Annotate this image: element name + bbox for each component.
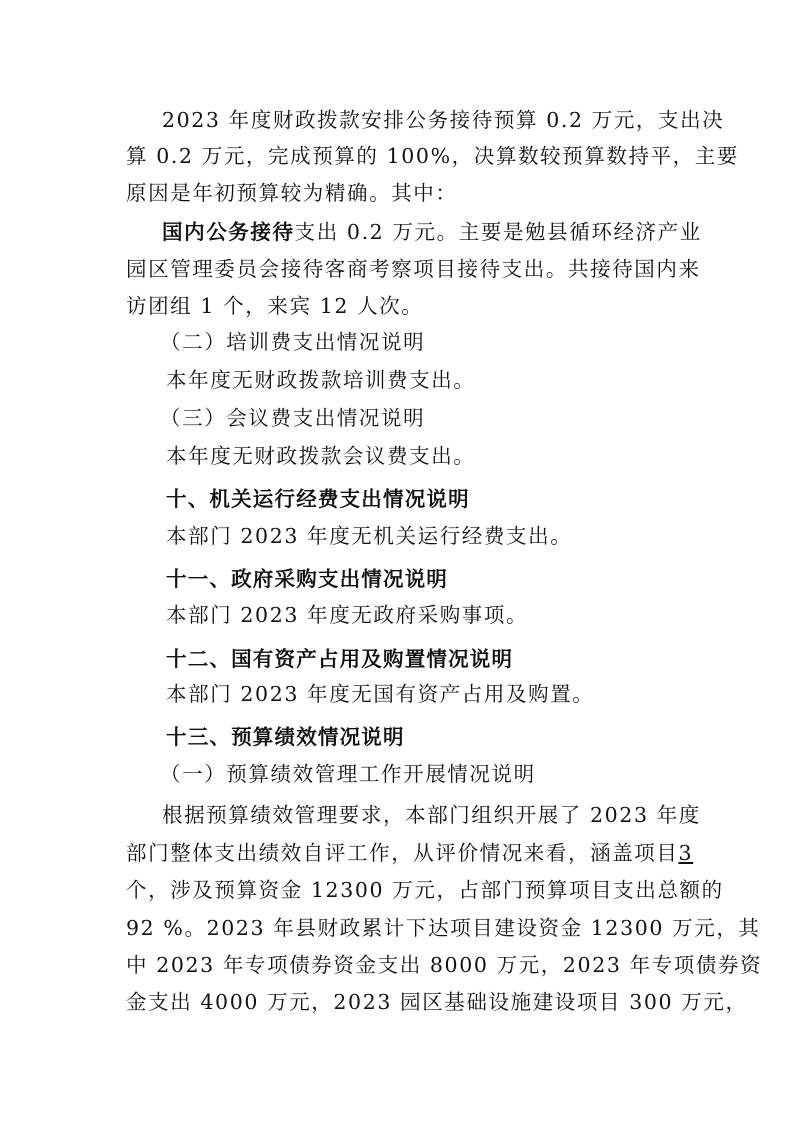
meeting-text: 本年度无财政拨款会议费支出。 xyxy=(166,444,476,468)
paragraph-3-line-5: 中 2023 年专项债券资金支出 8000 万元，2023 年专项债券资 xyxy=(126,953,763,977)
meeting-heading: （三）会议费支出情况说明 xyxy=(160,406,426,430)
section-11-heading: 十一、政府采购支出情况说明 xyxy=(166,567,449,591)
paragraph-1-line-2: 算 0.2 万元，完成预算的 100%，决算数较预算数持平，主要 xyxy=(126,144,739,168)
paragraph-3-line-2-text: 部门整体支出绩效自评工作，从评价情况来看，涵盖项目 xyxy=(126,841,679,865)
training-heading: （二）培训费支出情况说明 xyxy=(160,330,426,354)
project-count: 3 xyxy=(678,841,694,865)
paragraph-2-line-1-rest: 支出 0.2 万元。主要是勉县循环经济产业 xyxy=(294,220,702,244)
paragraph-1-line-3: 原因是年初预算较为精确。其中： xyxy=(126,181,458,205)
paragraph-2-line-1 xyxy=(162,218,702,246)
section-10-heading: 十、机关运行经费支出情况说明 xyxy=(166,487,470,511)
section-13-heading: 十三、预算绩效情况说明 xyxy=(166,725,405,749)
paragraph-2-line-3: 访团组 1 个，来宾 12 人次。 xyxy=(126,294,424,318)
section-10-text: 本部门 2023 年度无机关运行经费支出。 xyxy=(166,524,573,548)
paragraph-3-line-1: 根据预算绩效管理要求，本部门组织开展了 2023 年度 xyxy=(162,803,701,827)
paragraph-1-line-1: 2023 年度财政拨款安排公务接待预算 0.2 万元，支出决 xyxy=(162,108,725,132)
paragraph-3-line-4: 92 %。2023 年县财政累计下达项目建设资金 12300 万元，其 xyxy=(126,916,761,940)
paragraph-3-line-3: 个，涉及预算资金 12300 万元，占部门预算项目支出总额的 xyxy=(126,878,724,902)
section-13-subheading-1: （一）预算绩效管理工作开展情况说明 xyxy=(160,762,536,786)
paragraph-3-line-6: 金支出 4000 万元，2023 园区基础设施建设项目 300 万元， xyxy=(126,990,748,1014)
domestic-reception-label: 国内公务接待 xyxy=(162,220,295,244)
section-12-heading: 十二、国有资产占用及购置情况说明 xyxy=(166,647,514,671)
paragraph-3-line-2 xyxy=(126,839,694,867)
paragraph-2-line-2: 园区管理委员会接待客商考察项目接待支出。共接待国内来 xyxy=(126,257,701,281)
section-11-text: 本部门 2023 年度无政府采购事项。 xyxy=(166,603,529,627)
section-12-text: 本部门 2023 年度无国有资产占用及购置。 xyxy=(166,682,595,706)
training-text: 本年度无财政拨款培训费支出。 xyxy=(166,368,476,392)
